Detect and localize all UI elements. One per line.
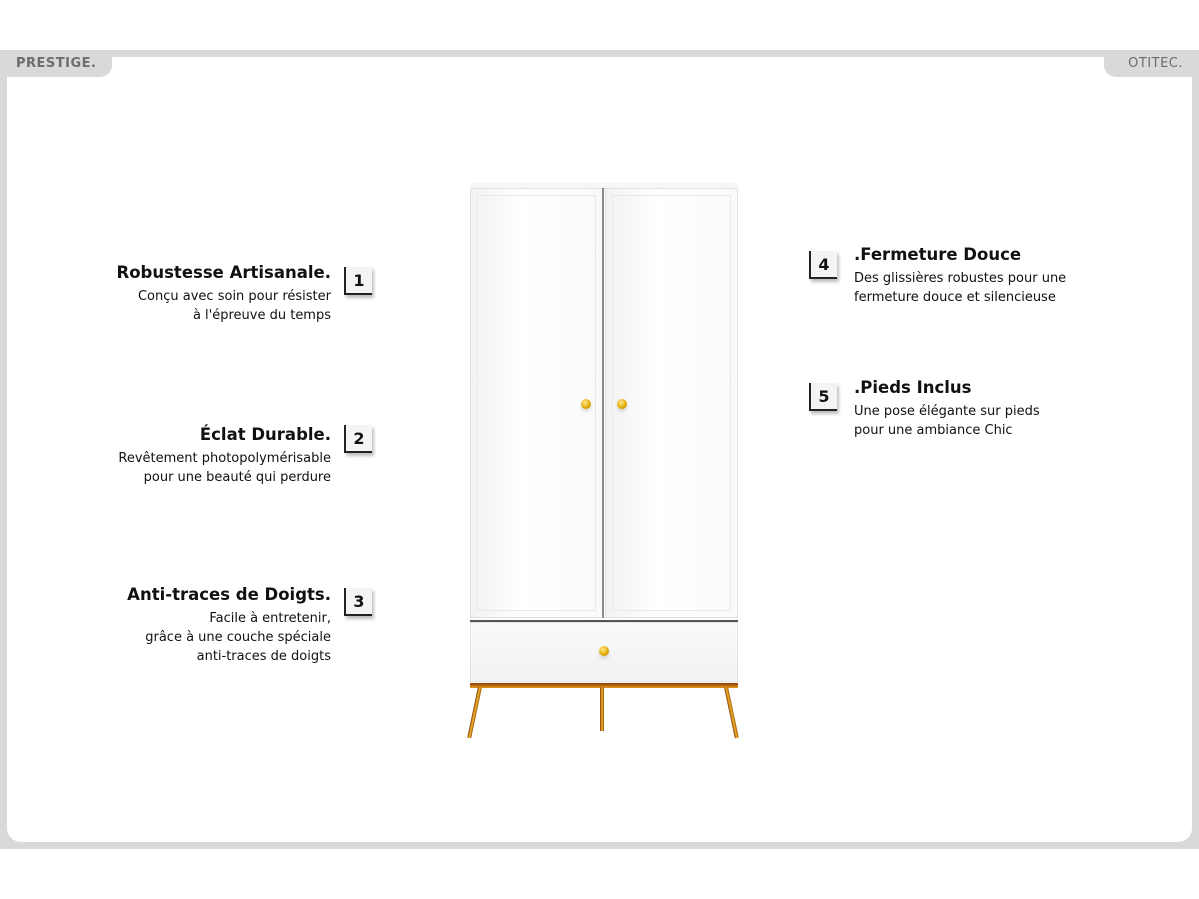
feature-title: Éclat Durable.	[199, 425, 331, 444]
leg-right-icon	[724, 687, 739, 739]
feature-pieds	[854, 378, 1040, 440]
feature-line: Des glissières robustes pour une	[854, 271, 1067, 286]
feature-line: Conçu avec soin pour résister	[137, 289, 331, 304]
number-badge-3: 3	[344, 588, 372, 616]
feature-line: grâce à une couche spéciale	[145, 630, 331, 645]
number-badge-2: 2	[344, 425, 372, 453]
feature-line: anti-traces de doigts	[196, 649, 331, 664]
drawer-knob-icon	[599, 646, 609, 656]
leg-left-icon	[467, 687, 482, 739]
feature-line: pour une ambiance Chic	[854, 423, 1013, 438]
feature-line: Une pose élégante sur pieds	[854, 404, 1040, 419]
feature-title: Robustesse Artisanale.	[116, 263, 331, 282]
feature-title: .Pieds Inclus	[854, 378, 972, 397]
feature-line: Facile à entretenir,	[209, 611, 331, 626]
number-badge-1: 1	[344, 267, 372, 295]
brand-tab-left: PRESTIGE.	[0, 50, 112, 77]
feature-description	[118, 449, 331, 487]
feature-fermeture	[854, 245, 1066, 307]
feature-description	[127, 609, 331, 666]
feature-line: à l'épreuve du temps	[192, 308, 331, 323]
wardrobe-base	[470, 683, 738, 688]
feature-eclat	[118, 425, 331, 487]
feature-description	[117, 287, 331, 325]
number-badge-4: 4	[809, 251, 837, 279]
feature-robustesse	[117, 263, 331, 325]
feature-title: .Fermeture Douce	[854, 245, 1022, 264]
door-knob-left-icon	[581, 399, 591, 409]
door-divider	[602, 188, 604, 618]
door-knob-right-icon	[617, 399, 627, 409]
wardrobe-image	[468, 183, 740, 743]
number-badge-5: 5	[809, 383, 837, 411]
feature-description	[854, 269, 1066, 307]
feature-line: Revêtement photopolymérisable	[118, 451, 331, 466]
feature-line: fermeture douce et silencieuse	[854, 290, 1056, 305]
leg-center-icon	[600, 687, 604, 731]
brand-tab-right: OTITEC.	[1104, 50, 1199, 77]
feature-anti-traces	[127, 585, 331, 666]
feature-title: Anti-traces de Doigts.	[127, 585, 331, 604]
feature-line: pour une beauté qui perdure	[143, 470, 331, 485]
feature-description	[854, 402, 1040, 440]
